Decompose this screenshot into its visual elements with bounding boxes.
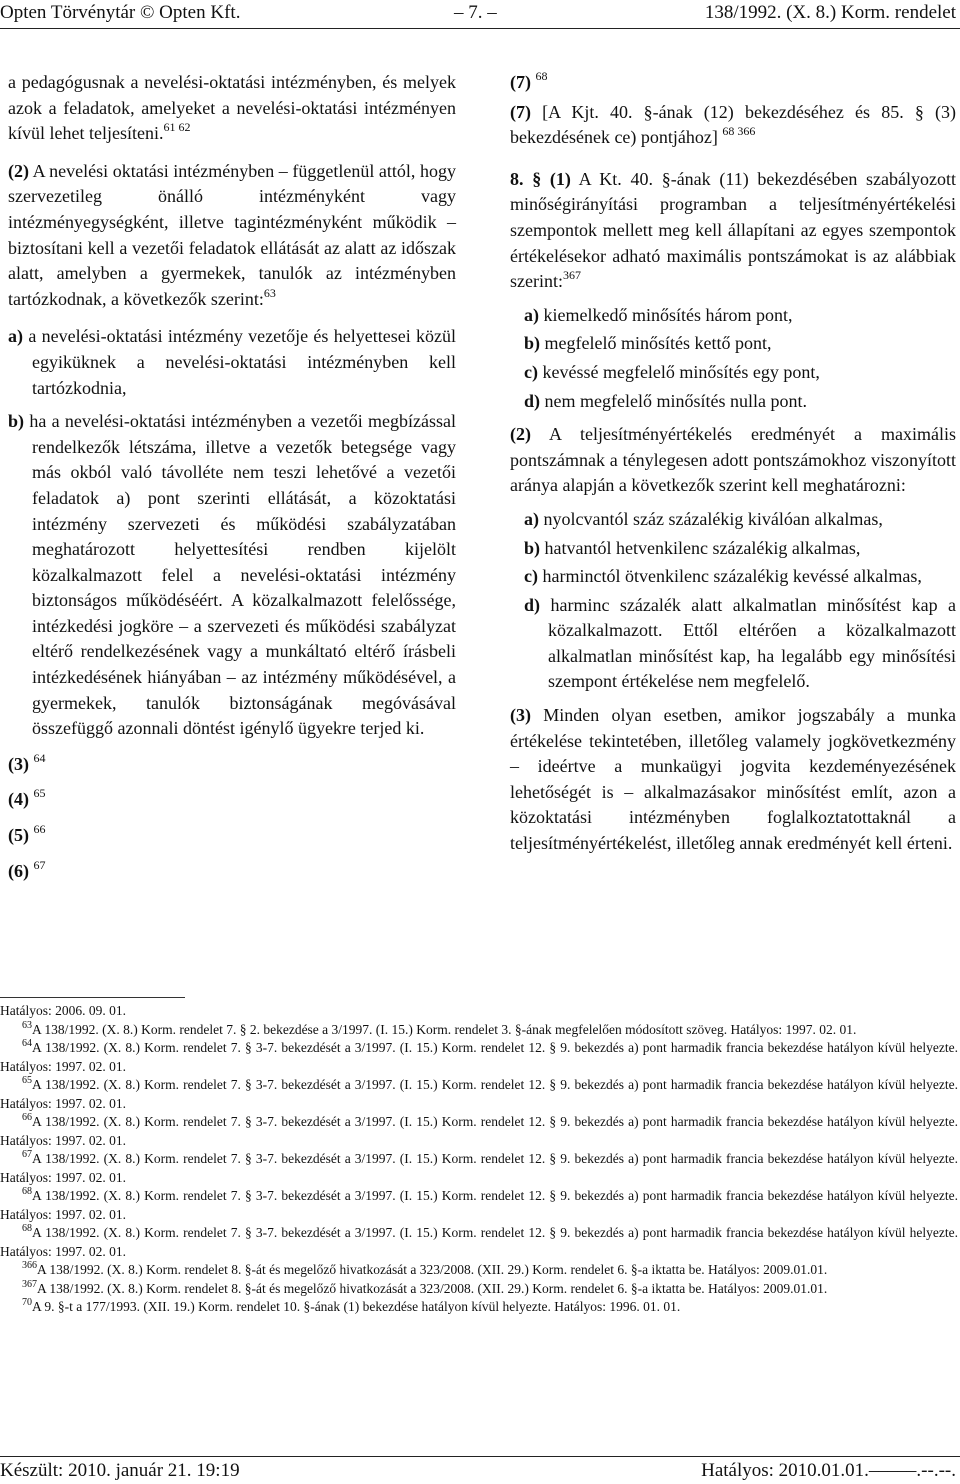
intro-paragraph [8,70,456,147]
footnotes [0,1002,958,1317]
item-text: harminc százalék alatt alkalmatlan minősítést kap a közalkalmazott. Ettől eltérően a közalkalmazott alkalmatlan minősítést kap, ha legalább egy minősítési szempont értékelése nem megfelelő. [548,594,956,692]
footnote-text: A 138/1992. (X. 8.) Korm. rendelet 7. § 3-7. bekezdését a 3/1997. (I. 15.) Korm. rendelet 12. § 9. bekezdés a) pont harmadik francia bekezdése hatályon kívül helyezte. Hatályos: 1997. 02. 01. [0,1151,958,1185]
footnote [0,1261,958,1280]
footnote-carry: Hatályos: 2006. 09. 01. [0,1003,126,1018]
paragraph-2 [8,159,456,313]
section-8-paragraph-3 [510,703,956,857]
item-label: a) [524,508,539,529]
paragraph-label: (4) [8,789,29,810]
item-label: b) [524,333,541,354]
paragraph-label: (3) [510,705,531,726]
footnote-ref[interactable]: 67 [33,857,46,872]
paragraph-7 [510,100,956,151]
header-rule [0,28,960,29]
repealed-paragraph [8,859,456,885]
item-label: b) [524,537,541,558]
footnote-number: 67 [22,1149,32,1160]
item-label: a) [524,304,539,325]
footnote-number: 64 [22,1038,32,1049]
item-label: d) [524,594,541,615]
footnote-number: 70 [22,1297,32,1308]
paragraph-text: A teljesítményértékelés eredményét a maximális pontszámnak a ténylegesen adott pontszámokhoz viszonyított aránya alapján a következők szerint kell meghatározni: [510,424,956,496]
list-item [524,564,956,590]
item-label: b) [8,411,25,432]
footnote-number: 63 [22,1019,32,1031]
item-text: ha a nevelési-oktatási intézményben a vezetői megbízással rendelkezők létszáma, illetve a vezetők betegsége vagy más okból való távolléte nem teszi lehetővé a vezetői feladatok a) pont szerinti ellátását, a közoktatási intézmény szervezeti és működési szabályzatában meghatározott helyettesítési rendben kijelölt közalkalmazott felel a nevelési-oktatási intézmény biztonságos működéséért. A közalkalmazott felelőssége, intézkedési jogköre – a szervezeti és működési szabályzat eltérő rendelkezésének vagy a munkáltató eltérő írásbeli intézkedésének hiányában – az intézmény működésével, a gyermekek, tanulók biztonságának megóvásával összefüggő azonnali döntést igénylő ügyekre terjed ki. [29,411,456,739]
footnote [0,1298,958,1317]
item-text: kevéssé megfelelő minősítés egy pont, [542,361,820,382]
ratings-list [510,507,956,695]
paragraph-label: (1) [549,168,571,189]
footnote-ref[interactable]: 367 [562,268,581,283]
paragraph-label: (2) [510,424,531,445]
section-label: 8. § [510,168,542,189]
item-text: harminctól ötvenkilenc százalékig kevéssé alkalmas, [542,566,922,587]
header-publisher: Opten Törvénytár © Opten Kft. [0,2,241,23]
paragraph-text: [A Kjt. 40. §-ának (12) bekezdéséhez és 85. § (3) bekezdésének ce) pontjához] [510,101,957,148]
paragraph-label: (7) [510,101,531,122]
list-item [524,536,956,562]
scores-list [510,303,956,414]
left-column [8,70,456,884]
item-text: kiemelkedő minősítés három pont, [543,304,793,325]
footnote-ref[interactable]: 68 366 [722,124,756,139]
footnote-text: A 138/1992. (X. 8.) Korm. rendelet 7. § 2. bekezdése a 3/1997. (I. 15.) Korm. rendelet 3. §-ának megfelelően módosított szöveg. Hatályos: 1997. 02. 01. [32,1021,857,1037]
footnote [0,1039,958,1076]
footnote [0,1280,958,1299]
footnote-text: A 138/1992. (X. 8.) Korm. rendelet 7. § 3-7. bekezdését a 3/1997. (I. 15.) Korm. rendelet 12. § 9. bekezdés a) pont harmadik francia bekezdése hatályon kívül helyezte. Hatályos: 1997. 02. 01. [0,1077,958,1111]
paragraph-7-repealed [510,70,956,96]
paragraph-text: A Kt. 40. §-ának (11) bekezdésében szabályozott minőségirányítási programban a teljesítményértékelési szempontok mellett meg kell állapítani az egyes szempontok értékelésekor adható maximális pontszámokat is az alábbiak szerint: [510,168,956,292]
repealed-paragraph [8,787,456,813]
footnote-ref[interactable]: 66 [33,822,46,837]
item-text: nem megfelelő minősítés nulla pont. [544,390,807,411]
item-label: d) [524,390,541,411]
list-item [524,331,956,357]
footnote-ref[interactable]: 63 [263,285,276,300]
footnote-rule [0,997,185,998]
footer-rule [0,1456,960,1457]
footnote-number: 367 [22,1278,37,1290]
footnote-text: A 138/1992. (X. 8.) Korm. rendelet 7. § 3-7. bekezdését a 3/1997. (I. 15.) Korm. rendelet 12. § 9. bekezdés a) pont harmadik francia bekezdése hatályon kívül helyezte. Hatályos: 1997. 02. 01. [0,1114,958,1148]
paragraph-label: (5) [8,825,29,846]
footer-effective: Hatályos: 2010.01.01.–––––.--.--. [701,1460,956,1481]
item-b [8,409,456,742]
page-header [0,2,960,26]
footnote-text: A 138/1992. (X. 8.) Korm. rendelet 7. § 3-7. bekezdését a 3/1997. (I. 15.) Korm. rendelet 12. § 9. bekezdés a) pont harmadik francia bekezdése hatályon kívül helyezte. Hatályos: 1997. 02. 01. [0,1188,958,1222]
footnote-ref[interactable]: 68 [535,69,548,83]
list-item [524,507,956,533]
list-item [524,389,956,415]
intro-text: a pedagógusnak a nevelési-oktatási intézményben, és melyek azok a feladatok, amelyeket a nevelési-oktatási intézményen kívül lehet teljesíteni. [8,72,456,144]
item-text: nyolcvantól száz százalékig kiválóan alkalmas, [543,508,883,529]
list-item [524,593,956,695]
footnote [0,1113,958,1150]
footnote-text: A 138/1992. (X. 8.) Korm. rendelet 7. § 3-7. bekezdését a 3/1997. (I. 15.) Korm. rendelet 12. § 9. bekezdés a) pont harmadik francia bekezdése hatályon kívül helyezte. Hatályos: 1997. 02. 01. [0,1225,958,1259]
paragraph-text: A nevelési oktatási intézményben – függetlenül attól, hogy szervezetileg önálló intézményként vagy intézményegységként, illetve tagintézményként működik – biztosítani kell a vezetői feladatok ellátását az alatt az időszak alatt, amelyben a gyermekek, tanulók az intézményben tartózkodnak, a következők szerint: [8,160,456,309]
footnote [0,1021,958,1040]
footnote-text: A 9. §-t a 177/1993. (XII. 19.) Korm. rendelet 10. §-ának (1) bekezdése hatályon kívül helyezte. Hatályos: 1996. 01. 01. [32,1299,681,1314]
footnote [0,1224,958,1261]
section-8-paragraph-1 [510,167,956,295]
footnote-number: 66 [22,1112,32,1123]
item-text: a nevelési-oktatási intézmény vezetője és helyettesei közül egyiküknek a nevelési-oktatási intézményben kell tartózkodnia, [28,326,456,398]
footnote-ref[interactable]: 65 [33,786,46,801]
header-document-title: 138/1992. (X. 8.) Korm. rendelet [704,2,956,23]
paragraph-label: (6) [8,860,29,881]
footnote-ref[interactable]: 61 62 [163,120,191,135]
footnote-text: A 138/1992. (X. 8.) Korm. rendelet 8. §-át és megelőző hivatkozását a 323/2008. (XII. 29.) Korm. rendelet 6. §-a iktatta be. Hatályos: 2009.01.01. [37,1280,828,1296]
list-item [524,360,956,386]
footnote-number: 366 [22,1260,37,1271]
footnote-number: 68 [22,1223,32,1234]
paragraph-label: (2) [8,160,29,181]
footer-created: Készült: 2010. január 21. 19:19 [0,1460,240,1481]
footnote-ref[interactable]: 64 [33,750,46,765]
paragraph-text: Minden olyan esetben, amikor jogszabály a munka értékelése tekintetében, illetőleg valamely jogkövetkezmény – ideértve a munkaügyi jogvita kezdeményezésének lehetőségét is – alkalmazásakor minősítést említ, azon a közoktatási intézményben foglalkoztatottaknál a teljesítményértékelést, illetőleg annak eredményét kell érteni. [510,705,956,854]
item-a [8,324,456,401]
item-label: a) [8,326,23,347]
item-text: hatvantól hetvenkilenc százalékig alkalmas, [544,537,861,558]
paragraph-label: (3) [8,753,29,774]
item-label: c) [524,566,538,587]
footnote [0,1150,958,1187]
repealed-paragraph [8,752,456,778]
footnote-text: A 138/1992. (X. 8.) Korm. rendelet 7. § 3-7. bekezdését a 3/1997. (I. 15.) Korm. rendelet 12. § 9. bekezdés a) pont harmadik francia bekezdése hatályon kívül helyezte. Hatályos: 1997. 02. 01. [0,1040,958,1074]
footnote-number: 65 [22,1075,32,1086]
list-item [524,303,956,329]
footnote [0,1076,958,1113]
paragraph-label: (7) [510,72,531,92]
item-text: megfelelő minősítés kettő pont, [544,333,772,354]
repealed-paragraph [8,823,456,849]
section-8-paragraph-2 [510,422,956,499]
footnote-text: A 138/1992. (X. 8.) Korm. rendelet 8. §-át és megelőző hivatkozását a 323/2008. (XII. 29.) Korm. rendelet 6. §-a iktatta be. Hatályos: 2009.01.01. [37,1262,828,1277]
footnote [0,1187,958,1224]
right-column [510,70,956,857]
footnote-number: 68 [22,1186,32,1197]
item-label: c) [524,361,538,382]
page-footer [0,1460,960,1484]
header-page-number: – 7. – [454,2,497,23]
